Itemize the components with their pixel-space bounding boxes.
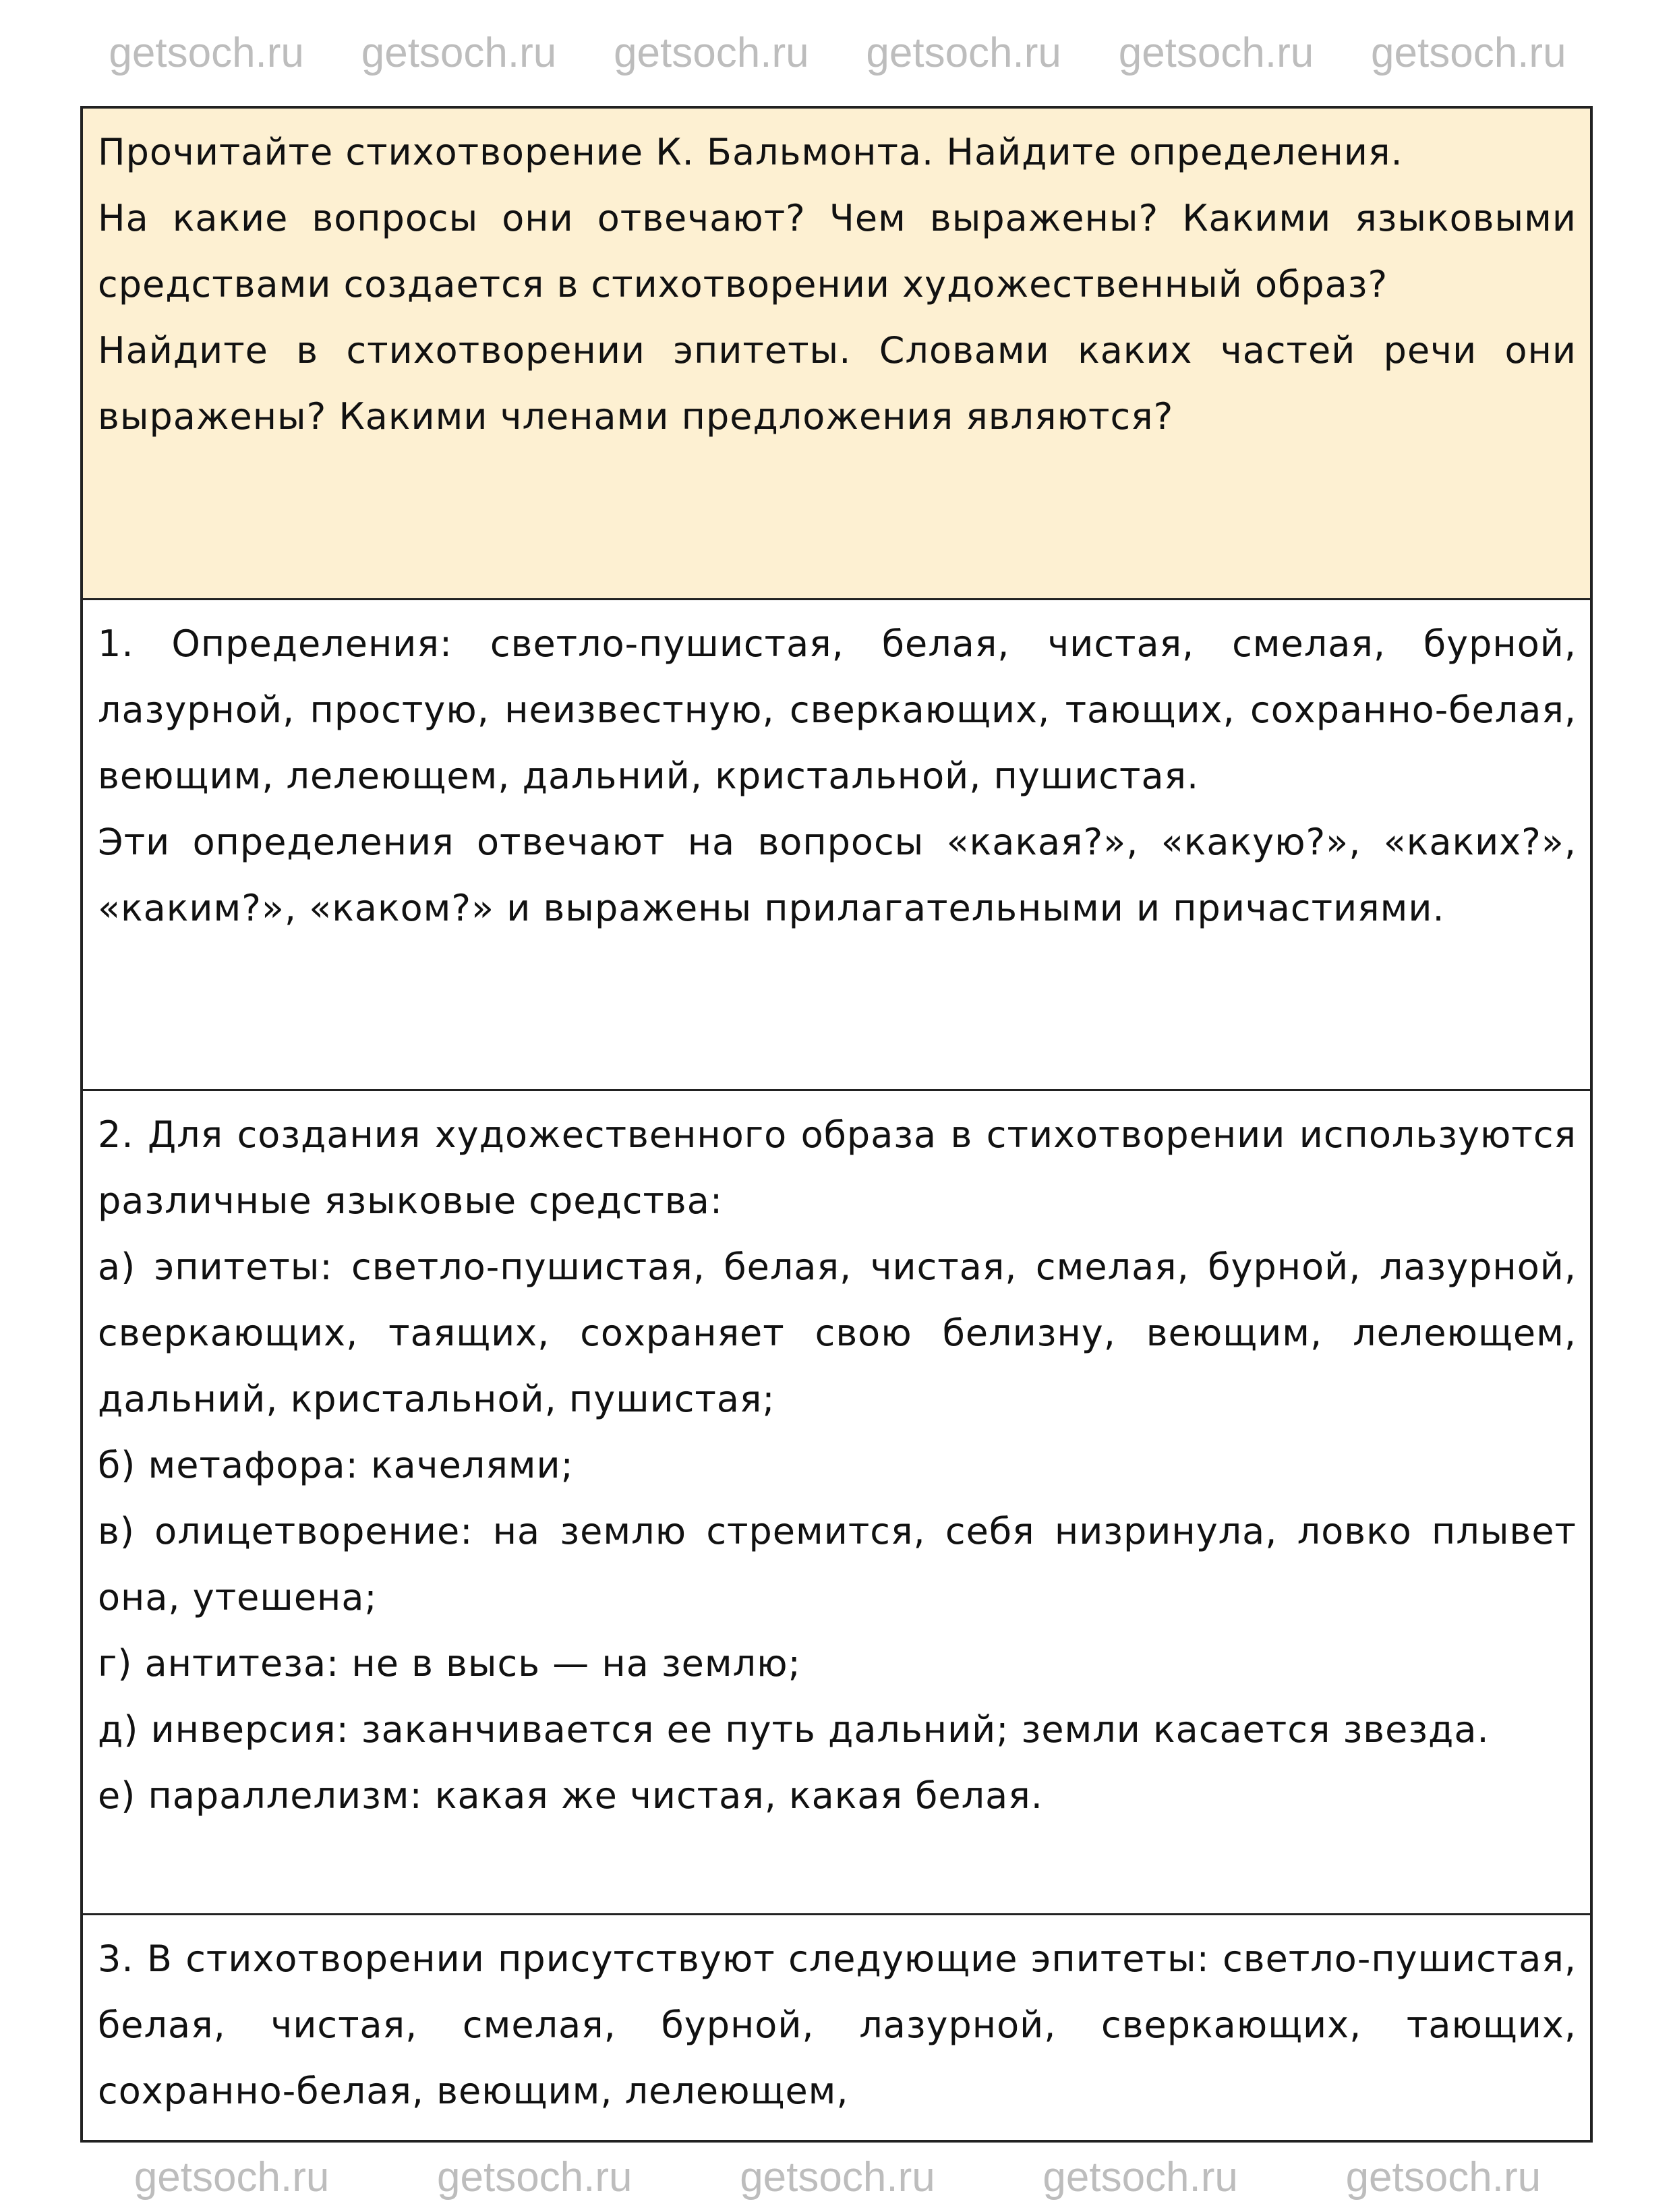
watermark: getsoch.ru [1042,2153,1238,2201]
task-cell [83,109,1590,600]
answer-cell-3 [83,1915,1590,2140]
answer-paragraph: Эти определения отвечают на вопросы «какая?», «какую?», «каких?», «каким?», «каком?» и выражены прилагательными и причастиями. [98,821,1577,929]
answer-paragraph: 1. Определения: светло-пушистая, белая, чистая, смелая, бурной, лазурной, простую, неизвестную, сверкающих, тающих, сохранно-белая, веющим, лелеющем, дальний, кристальной, пушистая. [98,622,1577,797]
task-paragraph: Найдите в стихотворении эпитеты. Словами каких частей речи они выражены? Какими членами предложения являются? [98,329,1577,438]
answer-paragraph: д) инверсия: заканчивается ее путь дальний; земли касается звезда. [98,1708,1490,1751]
answer-paragraph: 3. В стихотворении присутствуют следующие эпитеты: светло-пушистая, белая, чистая, смелая, бурной, лазурной, сверкающих, тающих, сохранно-белая, веющим, лелеющем, [98,1938,1577,2112]
watermark: getsoch.ru [866,29,1061,76]
watermark-row-top [0,0,1675,106]
watermark-row-bottom [0,2143,1675,2212]
task-paragraph: На какие вопросы они отвечают? Чем выражены? Какими языковыми средствами создается в стихотворении художественный образ? [98,197,1577,305]
watermark: getsoch.ru [437,2153,633,2201]
watermark: getsoch.ru [1371,29,1566,76]
answer-paragraph: б) метафора: качелями; [98,1444,574,1486]
watermark: getsoch.ru [1345,2153,1541,2201]
answer-paragraph: г) антитеза: не в высь — на землю; [98,1642,801,1685]
watermark: getsoch.ru [134,2153,330,2201]
watermark: getsoch.ru [1118,29,1314,76]
watermark: getsoch.ru [614,29,809,76]
answer-paragraph: 2. Для создания художественного образа в стихотворении используются различные языковые средства: [98,1113,1577,1222]
task-paragraph: Прочитайте стихотворение К. Бальмонта. Найдите определения. [98,131,1403,173]
watermark: getsoch.ru [109,29,304,76]
task-answer-table [80,106,1593,2143]
answer-paragraph: а) эпитеты: светло-пушистая, белая, чистая, смелая, бурной, лазурной, сверкающих, таящих, сохраняет свою белизну, веющим, лелеющем, дальний, кристальной, пушистая; [98,1246,1577,1420]
watermark: getsoch.ru [740,2153,935,2201]
answer-cell-1 [83,600,1590,1091]
watermark: getsoch.ru [361,29,557,76]
answer-paragraph: е) параллелизм: какая же чистая, какая белая. [98,1774,1043,1817]
answer-cell-2 [83,1091,1590,1915]
answer-paragraph: в) олицетворение: на землю стремится, себя низринула, ловко плывет она, утешена; [98,1510,1577,1619]
